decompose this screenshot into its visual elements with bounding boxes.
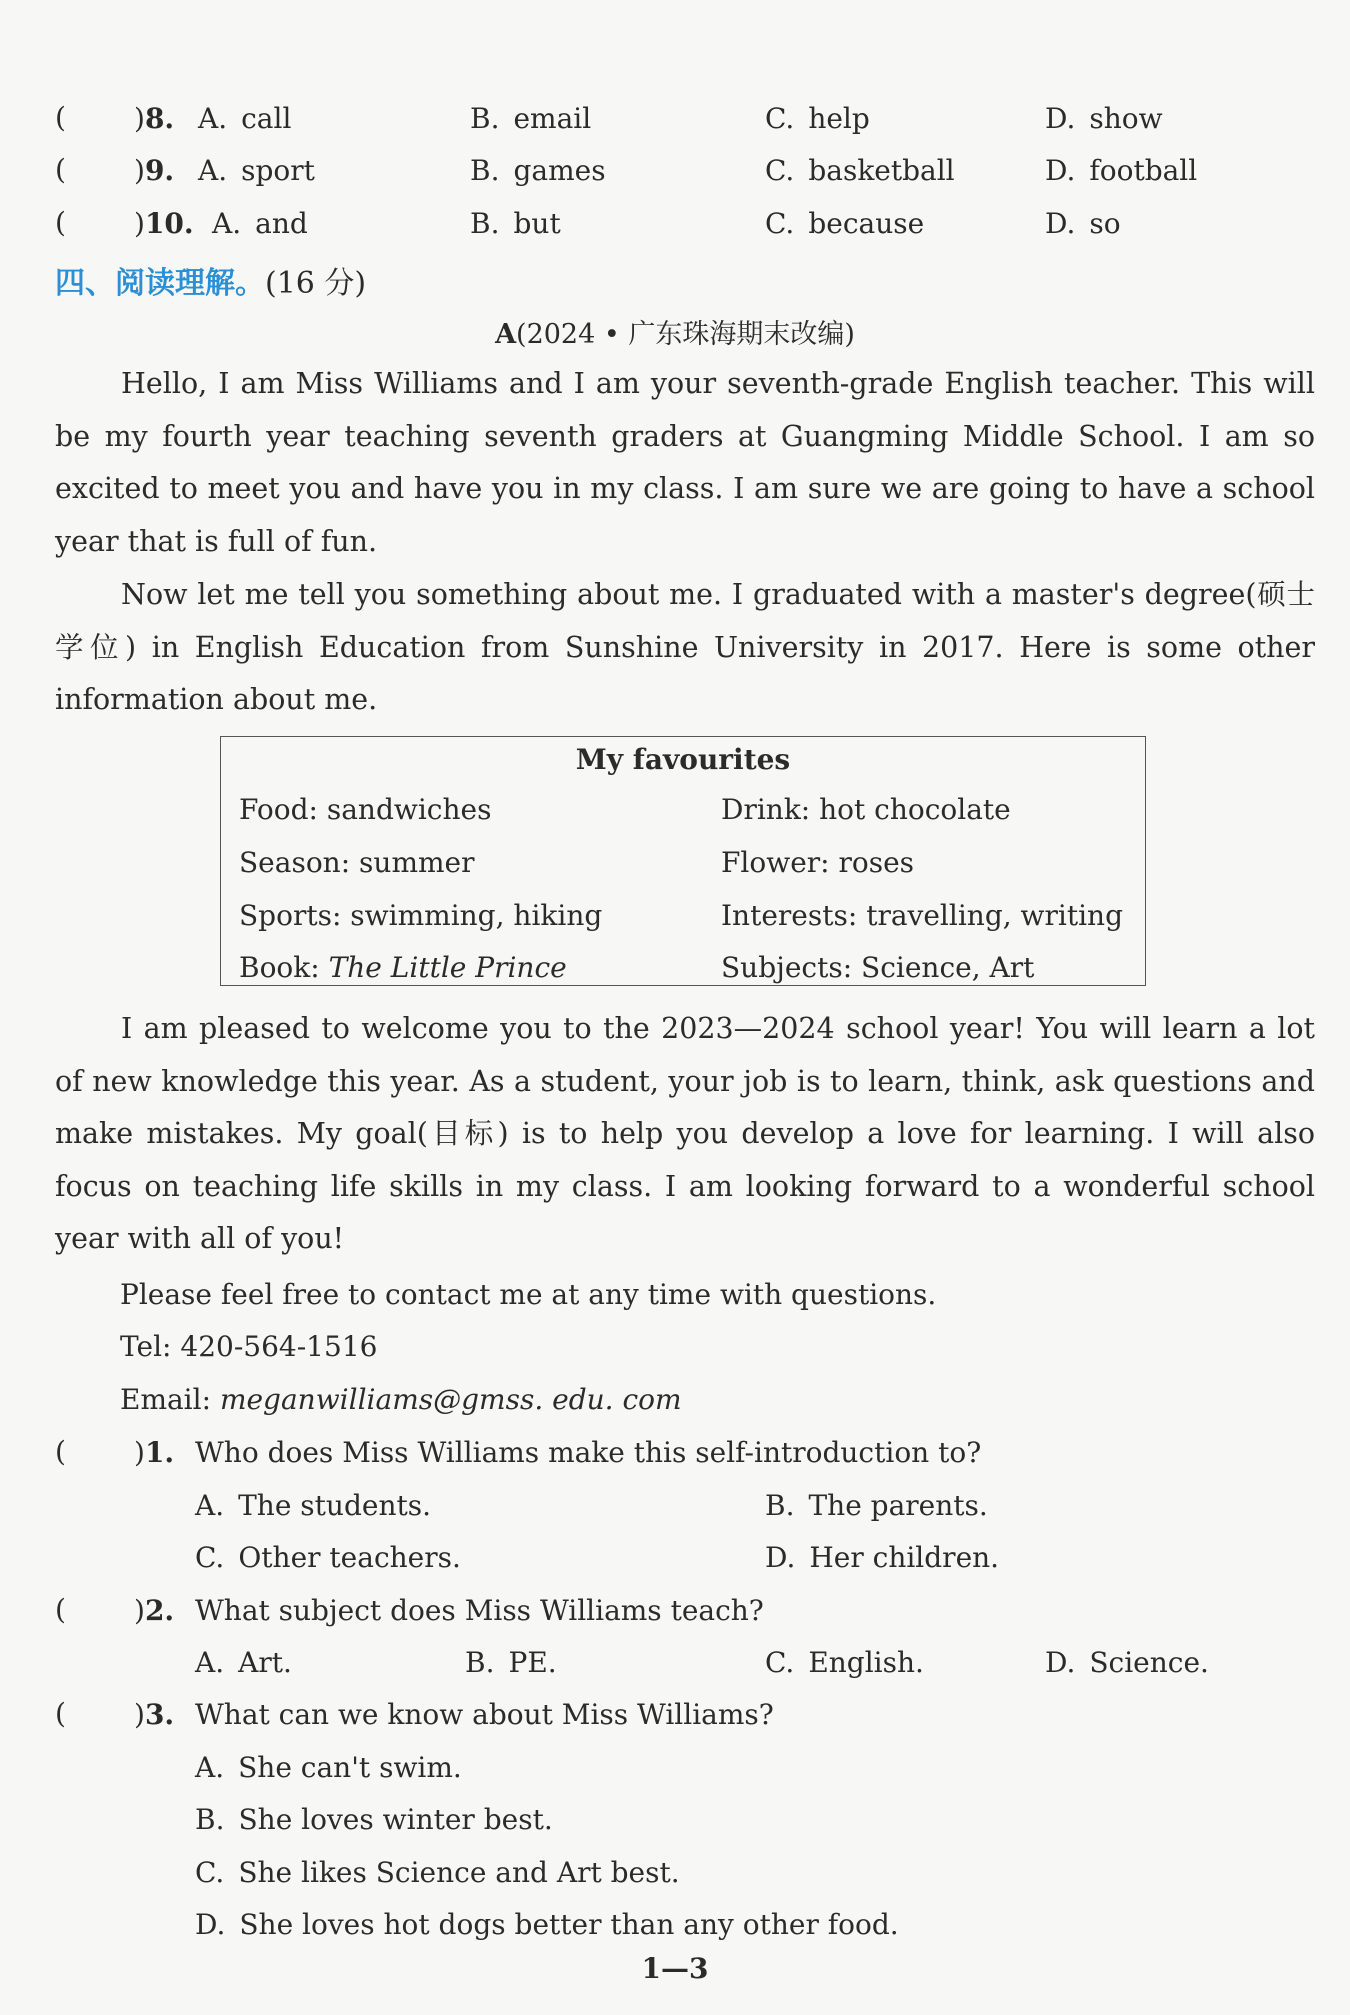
question-number: 10.: [144, 207, 194, 240]
question-text: What can we know about Miss Williams?: [195, 1698, 774, 1731]
section-score: (16 分): [265, 266, 367, 301]
option-d: D. Science.: [1045, 1646, 1209, 1679]
sports-cell: Sports: swimming, hiking: [239, 899, 603, 932]
option-a: A. She can't swim.: [195, 1751, 462, 1784]
question-number: 3.: [144, 1698, 175, 1731]
interests-cell: Interests: travelling, writing: [721, 899, 1124, 932]
option-d: D. Her children.: [765, 1541, 1000, 1574]
page-number: 1—3: [641, 1952, 709, 1985]
favourites-table: [220, 736, 1146, 986]
option-a: A. and: [212, 207, 308, 240]
drink-cell: Drink: hot chocolate: [721, 793, 1011, 826]
paragraph-4: Please feel free to contact me at any time with questions.: [120, 1278, 937, 1311]
option-a: A. Art.: [195, 1646, 292, 1679]
option-a: A. The students.: [195, 1489, 432, 1522]
answer-blank[interactable]: (: [55, 1435, 66, 1468]
option-c: C. English.: [765, 1646, 924, 1679]
question-number: 1.: [144, 1436, 175, 1469]
question-text: What subject does Miss Williams teach?: [195, 1594, 764, 1627]
paragraph-3: I am pleased to welcome you to the 2023—2024 school year! You will learn a lot of new knowledge this year. As a student, your job is to learn, think, ask questions and make mistakes. My goal(目标) is to help you develop a love for learning. I will also focus on teaching life skills in my class. I am looking forward to a wonderful school year with all of you!: [55, 1012, 1315, 1255]
option-d: D. She loves hot dogs better than any other food.: [195, 1908, 899, 1941]
food-cell: Food: sandwiches: [239, 793, 492, 826]
worksheet-page: ( )8. A. call B. email C. help D. show ( )9. A. sport B. games C. basketball D. football ( )10. A. and B. but C. because D. so 四、阅读理解。(16 分) A(2024 • 广东珠海期末改编) Hello, I am Miss Williams and I am your seventh-grade English teacher. This will be my fourth year teaching seventh graders at Guangming Middle School. I am so excited to meet you and have you in my class. I am sure we are going to have a school year that is full of fun. Now let me tell you something about me. I graduated with a master's degree(硕士学位) in English Education from Sunshine University in 2017. Here is some other information about me. My favourites Food: sandwiches Drink: hot chocolate Season: summer Flower: roses Sports: swimming, hiking Interests: travelling, writing Book: The Little Prince Subjects: Science, Art I am pleased to welcome you to the 2023—2024 school year! You will learn a lot of new knowledge this year. As a student, your job is to learn, think, ask questions and make mistakes. My goal(目标) is to help you develop a love for learning. I will also focus on teaching life skills in my class. I am looking forward to a wonderful school year with all of you! Please feel free to contact me at any time with questions. Tel: 420-564-1516 Email: meganwilliams@gmss. edu. com ( )1. Who does Miss Williams make this self-introduction to? A. The students. B. The parents. C. Other teachers. D. Her children. ( )2. What subject does Miss Williams teach? A. Art. B. PE. C. English. D. Science. ( )3. What can we know about Miss Williams? A. She can't swim. B. She loves winter best. C. She likes Science and Art best. D. She loves hot dogs better than any other food. 1—3: [0, 0, 1350, 2015]
table-title: My favourites: [575, 743, 791, 776]
option-c: C. She likes Science and Art best.: [195, 1856, 680, 1889]
option-b: B. The parents.: [765, 1489, 988, 1522]
option-b: B. PE.: [465, 1646, 557, 1679]
option-c: C. help: [765, 102, 870, 135]
option-b: B. games: [470, 154, 606, 187]
answer-blank[interactable]: (: [55, 206, 66, 239]
season-cell: Season: summer: [239, 846, 475, 879]
question-number: 2.: [144, 1594, 175, 1627]
question-text: Who does Miss Williams make this self-introduction to?: [195, 1436, 982, 1469]
flower-cell: Flower: roses: [721, 846, 915, 879]
subjects-cell: Subjects: Science, Art: [721, 951, 1035, 984]
option-d: D. football: [1045, 154, 1198, 187]
option-a: A. sport: [198, 154, 315, 187]
answer-blank[interactable]: (: [55, 153, 66, 186]
contact-tel: Tel: 420-564-1516: [120, 1330, 378, 1363]
option-c: C. because: [765, 207, 925, 240]
passage-source: A(2024 • 广东珠海期末改编): [495, 319, 855, 350]
section-title: 四、阅读理解。(16 分): [55, 266, 367, 301]
answer-blank[interactable]: (: [55, 1593, 66, 1626]
contact-email: Email: meganwilliams@gmss. edu. com: [120, 1383, 682, 1416]
option-d: D. show: [1045, 102, 1163, 135]
option-a: A. call: [198, 102, 292, 135]
option-d: D. so: [1045, 207, 1121, 240]
option-b: B. email: [470, 102, 592, 135]
option-c: C. basketball: [765, 154, 955, 187]
question-number: 8.: [144, 102, 175, 135]
option-b: B. but: [470, 207, 561, 240]
option-c: C. Other teachers.: [195, 1541, 461, 1574]
answer-blank[interactable]: (: [55, 1697, 66, 1730]
answer-blank[interactable]: (: [55, 101, 66, 134]
question-number: 9.: [144, 154, 175, 187]
option-b: B. She loves winter best.: [195, 1803, 553, 1836]
paragraph-1: Hello, I am Miss Williams and I am your seventh-grade English teacher. This will be my fourth year teaching seventh graders at Guangming Middle School. I am so excited to meet you and have you in my class. I am sure we are going to have a school year that is full of fun.: [55, 367, 1315, 558]
paragraph-2: Now let me tell you something about me. I graduated with a master's degree(硕士学位) in English Education from Sunshine University in 2017. Here is some other information about me.: [55, 578, 1315, 716]
book-cell: Book: The Little Prince: [239, 951, 567, 984]
